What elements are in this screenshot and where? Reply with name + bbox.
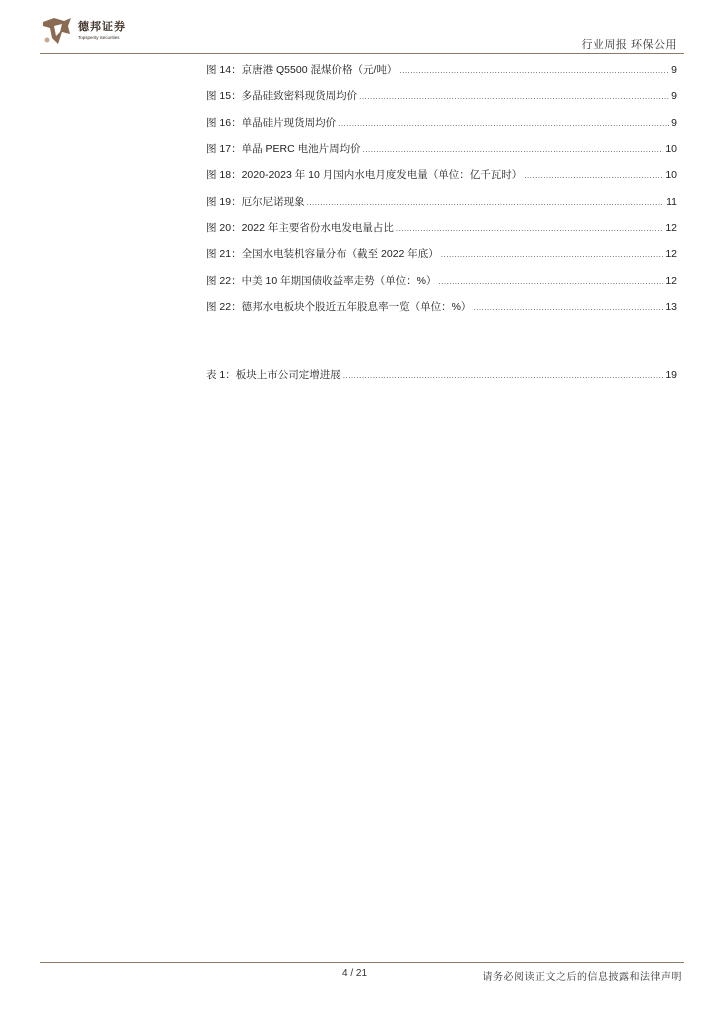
toc-entry[interactable] bbox=[206, 273, 677, 288]
legal-disclaimer: 请务必阅读正文之后的信息披露和法律声明 bbox=[482, 972, 682, 983]
toc-leader-dots bbox=[473, 303, 663, 312]
toc-entry[interactable] bbox=[206, 167, 677, 182]
toc-entry-page: 9 bbox=[671, 117, 677, 129]
toc-entry-label: 图 21：全国水电装机容量分布（截至 2022 年底） bbox=[206, 248, 439, 260]
logo-english-name: Topsperity Securities bbox=[78, 34, 120, 40]
toc-entry-page: 11 bbox=[666, 196, 677, 208]
company-logo bbox=[40, 14, 126, 48]
toc-entry[interactable] bbox=[206, 299, 677, 314]
toc-leader-dots bbox=[441, 250, 664, 259]
toc-entry-label: 图 17：单晶 PERC 电池片周均价 bbox=[206, 143, 361, 155]
toc-entry-page: 12 bbox=[665, 275, 677, 287]
toc-entry-label: 表 1：板块上市公司定增进展 bbox=[206, 369, 341, 381]
toc-entry-label: 图 14：京唐港 Q5500 混煤价格（元/吨） bbox=[206, 64, 398, 76]
toc-entry[interactable] bbox=[206, 194, 677, 209]
toc-leader-dots bbox=[524, 171, 663, 180]
toc-entry-label: 图 18：2020-2023 年 10 月国内水电月度发电量（单位：亿千瓦时） bbox=[206, 169, 523, 181]
toc-entry-label: 图 20：2022 年主要省份水电发电量占比 bbox=[206, 222, 394, 234]
logo-emblem-icon bbox=[40, 14, 74, 48]
toc-entry[interactable] bbox=[206, 62, 677, 77]
toc-leader-dots bbox=[343, 371, 664, 380]
toc-entry-page: 10 bbox=[665, 143, 677, 155]
toc-entry-page: 12 bbox=[665, 248, 677, 260]
header-divider bbox=[40, 53, 684, 54]
toc-entry-label: 图 16：单晶硅片现货周均价 bbox=[206, 117, 337, 129]
toc-entry[interactable] bbox=[206, 220, 677, 235]
toc-leader-dots bbox=[399, 66, 669, 75]
toc-leader-dots bbox=[359, 92, 669, 101]
report-category: 行业周报 环保公用 bbox=[581, 39, 677, 51]
logo-chinese-name: 德邦证券 bbox=[78, 20, 126, 33]
toc-entry-label: 图 19：厄尔尼诺现象 bbox=[206, 196, 305, 208]
toc-leader-dots bbox=[338, 119, 669, 128]
toc-entry[interactable] bbox=[206, 88, 677, 103]
toc-entry-label: 图 22：中美 10 年期国债收益率走势（单位：%） bbox=[206, 275, 437, 287]
toc-leader-dots bbox=[307, 198, 664, 207]
toc-leader-dots bbox=[396, 224, 663, 233]
toc-entry-page: 10 bbox=[665, 169, 677, 181]
toc-entry-page: 19 bbox=[665, 369, 677, 381]
toc-entry[interactable] bbox=[206, 115, 677, 130]
toc-entry-page: 9 bbox=[671, 90, 677, 102]
toc-leader-dots bbox=[363, 145, 664, 154]
toc-entry-page: 12 bbox=[665, 222, 677, 234]
footer-divider bbox=[40, 962, 684, 963]
toc-table-entry[interactable] bbox=[206, 367, 677, 382]
toc-entry-label: 图 22：德邦水电板块个股近五年股息率一览（单位：%） bbox=[206, 301, 472, 313]
toc-entry-label: 图 15：多晶硅致密料现货周均价 bbox=[206, 90, 358, 102]
page-number: 4 / 21 bbox=[342, 968, 368, 979]
toc-entry[interactable] bbox=[206, 141, 677, 156]
toc-leader-dots bbox=[438, 277, 663, 286]
toc-entry-page: 9 bbox=[671, 64, 677, 76]
toc-entry[interactable] bbox=[206, 246, 677, 261]
toc-entry-page: 13 bbox=[665, 301, 677, 313]
